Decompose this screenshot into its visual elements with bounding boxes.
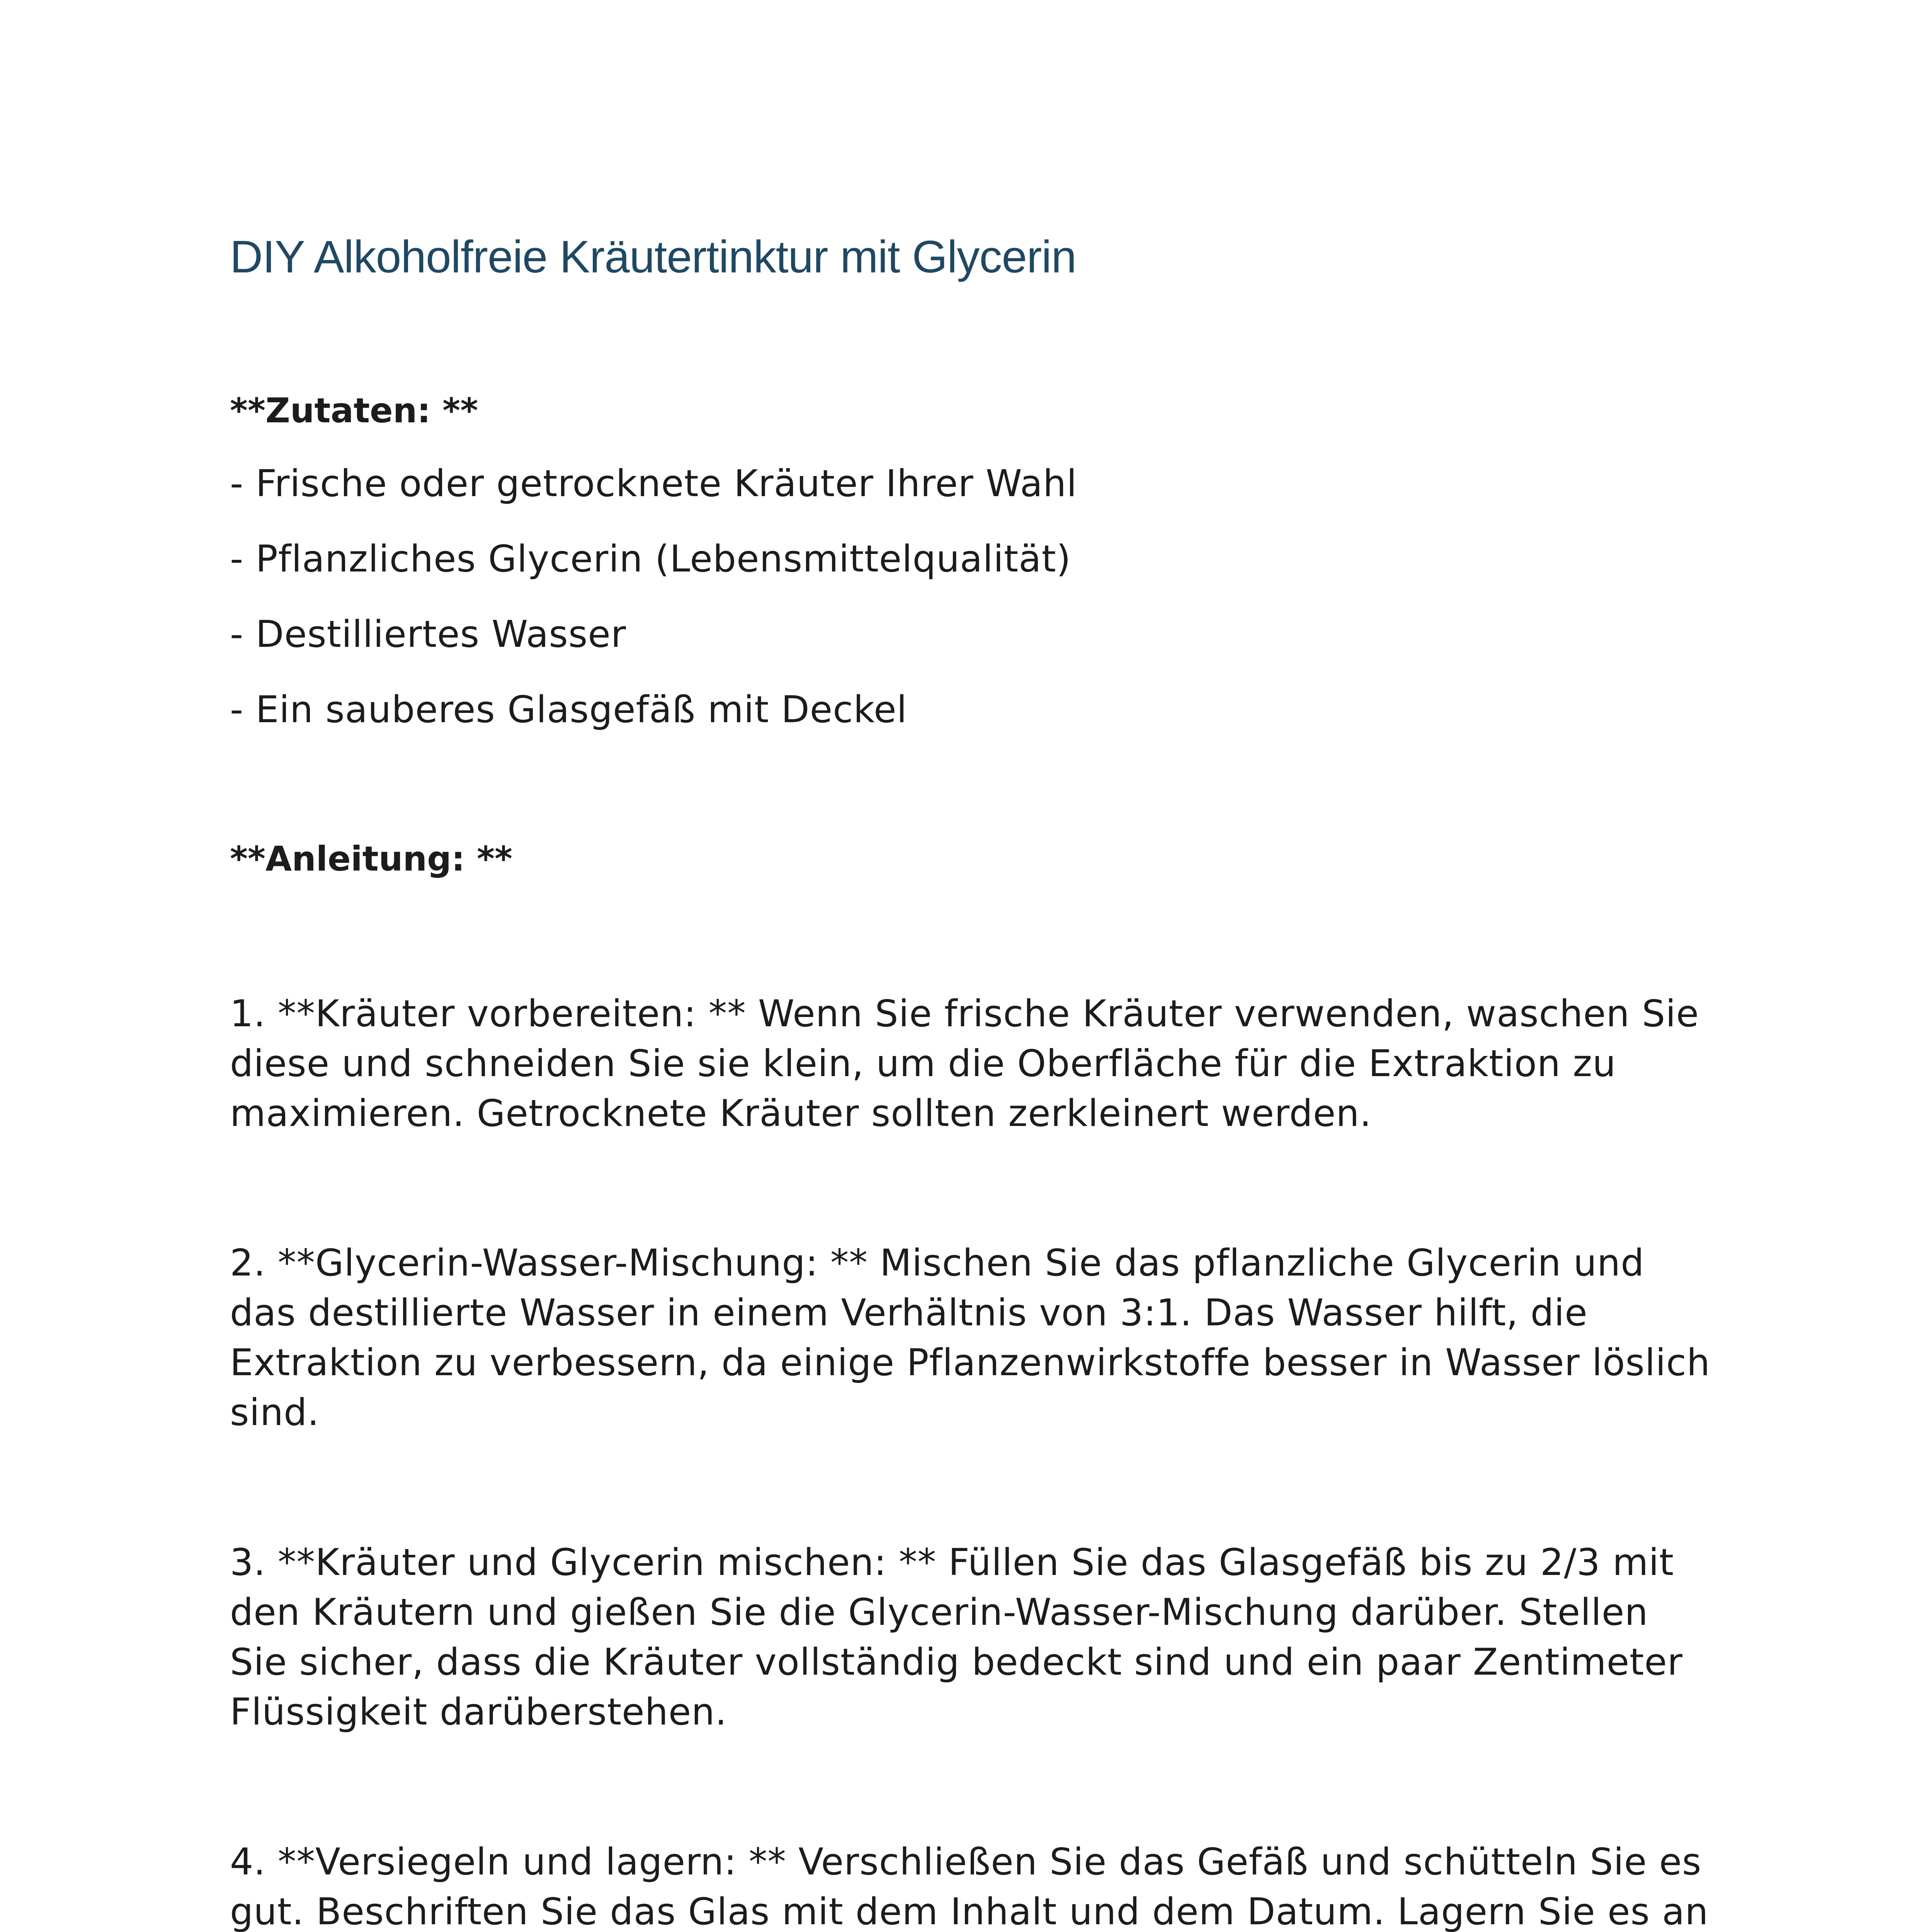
page-title: DIY Alkoholfreie Kräutertinktur mit Glycerin bbox=[230, 231, 1077, 282]
instructions-heading: **Anleitung: ** bbox=[230, 839, 513, 879]
ingredient-item: - Pflanzliches Glycerin (Lebensmittelqualität) bbox=[230, 538, 1071, 580]
instruction-step: 2. **Glycerin-Wasser-Mischung: ** Mischen Sie das pflanzliche Glycerin und das destillierte Wasser in einem Verhältnis von 3:1. Das Wasser hilft, die Extraktion zu verbessern, da einige Pflanzenwirkstoffe besser in Wasser löslich sind. bbox=[230, 1242, 1711, 1434]
instruction-step: 1. **Kräuter vorbereiten: ** Wenn Sie frische Kräuter verwenden, waschen Sie diese und schneiden Sie sie klein, um die Oberfläche für die Extraktion zu maximieren. Getrocknete Kräuter sollten zerkleinert werden. bbox=[230, 993, 1699, 1135]
ingredients-heading: **Zutaten: ** bbox=[230, 391, 478, 430]
instruction-step: 3. **Kräuter und Glycerin mischen: ** Füllen Sie das Glasgefäß bis zu 2/3 mit den Kräutern und gießen Sie die Glycerin-Wasser-Mischung darüber. Stellen Sie sicher, dass die Kräuter vollständig bedeckt sind und ein paar Zentimeter Flüssigkeit darüberstehen. bbox=[230, 1541, 1683, 1733]
ingredient-item: - Destilliertes Wasser bbox=[230, 613, 626, 656]
ingredient-item: - Ein sauberes Glasgefäß mit Deckel bbox=[230, 689, 907, 731]
instruction-step: 4. **Versiegeln und lagern: ** Verschließen Sie das Gefäß und schütteln Sie es gut. Beschriften Sie das Glas mit dem Inhalt und dem Datum. Lagern Sie es an bbox=[230, 1841, 1709, 1932]
ingredient-item: - Frische oder getrocknete Kräuter Ihrer Wahl bbox=[230, 463, 1077, 505]
